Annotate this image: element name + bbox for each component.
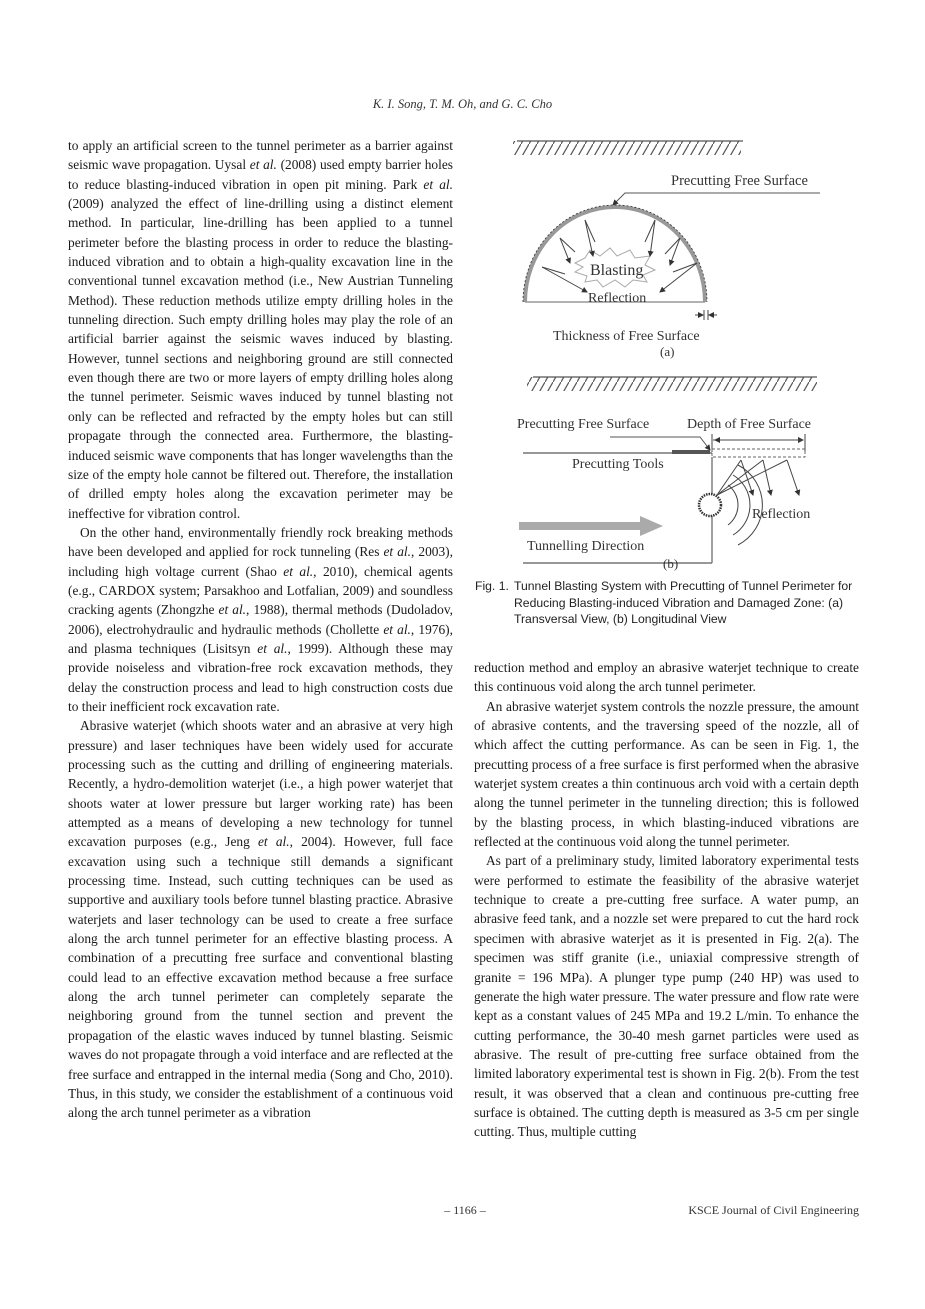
running-header: K. I. Song, T. M. Oh, and G. C. Cho xyxy=(372,97,553,111)
paragraph: On the other hand, environmentally friendly rock breaking methods have been developed and applied for rock tunneling (Res et al., 2003), including high voltage current (Shao et al., 2010), chemical agents (e.g., CARDOX system; Parsakhoo and Lotfalian, 2009) and soundless cracking agents (Zhongzhe et al., 1988), thermal methods (Dudoladov, 2006), electrohydraulic and hydraulic methods (Chollette et al., 1976), and plasma techniques (Lisitsyn et al., 1999). Although these may provide noiseless and vibration-free rock excavation methods, they delay the construction process and lead to high construction costs due to their inefficient rock excavation rate. xyxy=(68,524,454,714)
paragraph: to apply an artificial screen to the tunnel perimeter as a barrier against seismic wave propagation. Uysal et al. (2008) used empty barrier holes to reduce blasting-induced vibration in open pit mining. Park et al. (2009) analyzed the effect of line-drilling using a distinct element method. In particular, line-drilling has been applied to a tunnel perimeter before the blasting process in order to reduce the blasting-induced vibration and to obtain a high-quality excavation line in the conventional tunnel excavation method (i.e., New Austrian Tunneling Method). These reduction methods utilize empty drilling holes in the tunneling direction. Such empty drilling holes may play the role of an artificial barrier against the seismic waves induced by blasting. However, tunnel sections and neighboring ground are still connected even though there are two or more layers of empty drilling holes along the tunnel perimeter. Seismic waves induced by tunnel blasting not only can be reflected and refracted by the empty holes but can still propagate through the connected area. Furthermore, the blasting-induced seismic wave components that has longer wavelengths than the size of the empty hole cannot be filtered out. Therefore, the installation of drilled empty holes along the excavation perimeter may be ineffective for vibration control. xyxy=(68,138,454,521)
journal-name: KSCE Journal of Civil Engineering xyxy=(688,1203,859,1217)
label-blasting: Blasting xyxy=(590,262,644,279)
panel-a xyxy=(513,141,820,359)
panel-label-b: (b) xyxy=(663,556,679,571)
label-precutting-free-surface-b: Precutting Free Surface xyxy=(517,417,650,432)
paragraph: Abrasive waterjet (which shoots water and an abrasive at very high pressure) and laser techniques have been widely used for accurate processing such as the cutting and drilling of engineering materials. Recently, a hydro-demolition waterjet (i.e., a high power waterjet that shoots water at lower pressure but larger working rate) has been attempted as a means of developing a new technology for tunnel excavation purposes (e.g., Jeng et al., 2004). However, full face excavation using such a technique still demands a significant processing time. Instead, such cutting techniques can be used as supportive and auxiliary tools before tunnel blasting practice. Abrasive waterjets and laser technology can be used to create a free surface along the arch tunnel perimeter for an effective blasting process. A combination of a precutting free surface and conventional blasting could lead to an effective excavation method because a free surface along the arch tunnel perimeter can completely separate the neighboring ground from the tunnel section and prevent the propagation of the elastic waves induced by tunnel blasting. Seismic waves do not propagate through a void interface and are reflected at the free surface and entrapped in the internal media (Song and Cho, 2010). Thus, in this study, we consider the establishment of a continuous void along the arch tunnel perimeter as a vibration xyxy=(68,718,453,1121)
label-depth: Depth of Free Surface xyxy=(687,417,812,432)
caption-text: Tunnel Blasting System with Precutting of Tunnel Perimeter for Reducing Blasting-induced Vibration and Damaged Zone: (a) Transversal View, (b) Longitudinal View xyxy=(514,579,853,626)
paragraph: reduction method and employ an abrasive waterjet technique to create this continuous void along the arch tunnel perimeter. xyxy=(474,660,859,695)
paragraph: An abrasive waterjet system controls the nozzle pressure, the amount of abrasive contents, and the traversing speed of the nozzle, all of which affect the cutting performance. As can be seen in Fig. 1, the precutting process of a free surface is first performed when the abrasive waterjet system creates a thin continuous arch void with a certain depth along the tunnel perimeter in the tunneling direction; this is followed by the blasting process, in which blasting-induced vibrations are reflected at the continuous void along the tunnel perimeter. xyxy=(474,698,859,850)
precutting-tool xyxy=(672,450,710,454)
right-column xyxy=(474,658,859,1142)
label-tunnelling-direction: Tunnelling Direction xyxy=(527,539,645,554)
label-reflection-b: Reflection xyxy=(752,507,811,522)
panel-b xyxy=(517,377,817,571)
blast-hole xyxy=(699,494,721,516)
panel-label-a: (a) xyxy=(660,344,675,359)
page-number: – 1166 – xyxy=(444,1203,486,1217)
figure-caption xyxy=(475,578,865,628)
figure-1 xyxy=(505,130,835,575)
paragraph: As part of a preliminary study, limited laboratory experimental tests were performed to estimate the feasibility of the abrasive waterjet technique to create a pre-cutting free surface. A water pump, an abrasive feed tank, and a nozzle set were prepared to cut the hard rock specimen with abrasive waterjet as it is presented in Fig. 2(a). The specimen was stiff granite (i.e., uniaxial compressive strength of granite = 196 MPa). A plunger type pump (240 HP) was used to generate the high water pressure. The water pressure and flow rate were kept as a constant values of 245 MPa and 19.2 L/min. To enhance the cutting performance, the 30-40 mesh garnet particles were used as abrasive. The result of pre-cutting free surface obtained from the limited laboratory experimental test is shown in Fig. 2(b). From the test result, it was observed that a clean and continuous pre-cutting free surface is obtained. The cutting depth is measured as 3-5 cm per single cutting. Thus, multiple cutting xyxy=(474,853,859,1140)
label-reflection: Reflection xyxy=(588,291,647,306)
ground-hatch xyxy=(513,141,741,155)
label-thickness: Thickness of Free Surface xyxy=(553,329,700,344)
label-precutting-free-surface: Precutting Free Surface xyxy=(671,173,808,189)
tunnel-diagram xyxy=(505,130,835,575)
direction-arrow xyxy=(519,516,663,536)
label-precutting-tools: Precutting Tools xyxy=(572,457,664,472)
left-column xyxy=(68,136,453,1123)
caption-label: Fig. 1. xyxy=(475,579,509,593)
